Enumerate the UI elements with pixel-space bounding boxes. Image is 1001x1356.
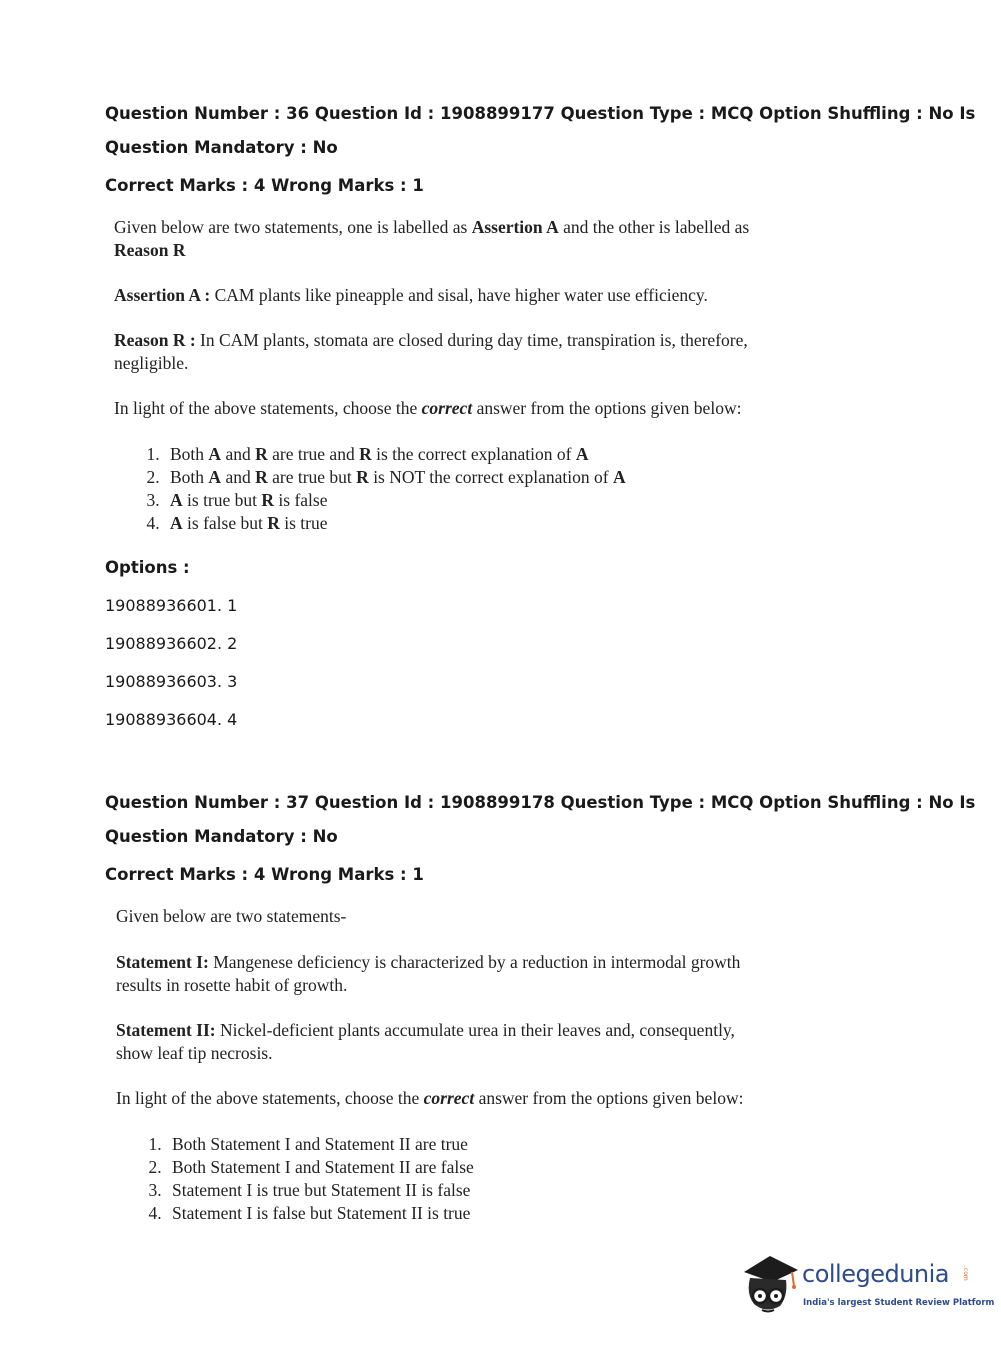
logo-suffix: .com xyxy=(962,1266,969,1281)
q36-header-line1: Question Number : 36 Question Id : 1908899177 Question Type : MCQ Option Shuffling : No Is xyxy=(105,104,976,123)
mascot-icon xyxy=(740,1250,802,1316)
q37-question-body xyxy=(116,905,756,1225)
q36-intro: Given below are two statements, one is labelled as Assertion A and the other is labelled as Reason R xyxy=(114,217,750,260)
q37-statement-2: Statement II: Nickel-deficient plants accumulate urea in their leaves and, consequently, show leaf tip necrosis. xyxy=(116,1020,735,1063)
q37-choice-3: 3. Statement I is true but Statement II is false xyxy=(166,1179,756,1202)
q37-intro: Given below are two statements- xyxy=(116,906,347,926)
q36-choice-4: 4. A is false but R is true xyxy=(164,512,754,535)
q37-header-line1: Question Number : 37 Question Id : 1908899178 Question Type : MCQ Option Shuffling : No Is xyxy=(105,793,976,812)
collegedunia-logo xyxy=(740,1250,995,1320)
q36-reason: Reason R : In CAM plants, stomata are closed during day time, transpiration is, therefore, negligible. xyxy=(114,330,748,373)
q36-option-1: 19088936601. 1 xyxy=(105,596,238,615)
q37-choice-list xyxy=(116,1133,756,1225)
q36-marks: Correct Marks : 4 Wrong Marks : 1 xyxy=(105,176,424,195)
q36-option-4: 19088936604. 4 xyxy=(105,710,238,729)
q37-header-line2: Question Mandatory : No xyxy=(105,827,338,846)
q36-options-label: Options : xyxy=(105,558,190,577)
q37-marks: Correct Marks : 4 Wrong Marks : 1 xyxy=(105,865,424,884)
q37-instruction: In light of the above statements, choose the correct answer from the options given below: xyxy=(116,1088,744,1108)
q37-choice-1: 1. Both Statement I and Statement II are true xyxy=(166,1133,756,1156)
q36-question-body xyxy=(114,216,754,535)
q36-choice-3: 3. A is true but R is false xyxy=(164,489,754,512)
q36-header-line2: Question Mandatory : No xyxy=(105,138,338,157)
q36-assertion: Assertion A : CAM plants like pineapple and sisal, have higher water use efficiency. xyxy=(114,285,708,305)
logo-wordmark: collegedunia xyxy=(802,1260,950,1288)
q36-choice-list xyxy=(114,443,754,535)
q36-choice-2: 2. Both A and R are true but R is NOT the correct explanation of A xyxy=(164,466,754,489)
q36-option-2: 19088936602. 2 xyxy=(105,634,238,653)
q36-choice-1: 1. Both A and R are true and R is the correct explanation of A xyxy=(164,443,754,466)
q37-choice-4: 4. Statement I is false but Statement II is true xyxy=(166,1202,756,1225)
q37-statement-1: Statement I: Mangenese deficiency is characterized by a reduction in intermodal growth results in rosette habit of growth. xyxy=(116,952,741,995)
logo-tagline: India's largest Student Review Platform xyxy=(803,1298,995,1308)
q36-option-3: 19088936603. 3 xyxy=(105,672,238,691)
q36-instruction: In light of the above statements, choose the correct answer from the options given below: xyxy=(114,398,742,418)
q37-choice-2: 2. Both Statement I and Statement II are false xyxy=(166,1156,756,1179)
